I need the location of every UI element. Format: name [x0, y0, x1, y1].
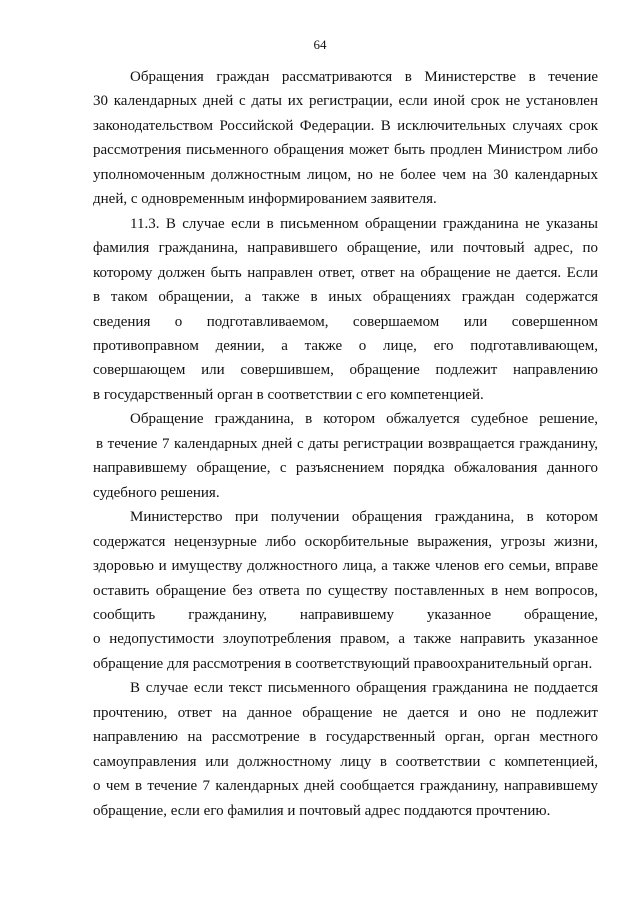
text-line: 30 календарных дней с даты их регистрации, если иной срок не установлен [93, 93, 598, 110]
text-line: уполномоченным должностным лицом, но не более чем на 30 календарных [93, 166, 598, 183]
text-line: о недопустимости злоупотребления правом, а также направить указанное [93, 631, 598, 648]
paragraph-5 [93, 676, 598, 823]
page-number: 64 [313, 37, 327, 52]
text-line: оставить обращение без ответа по существу поставленных в нем вопросов, [93, 582, 598, 599]
text-line: рассмотрения письменного обращения может быть продлен Министром либо [93, 142, 598, 159]
text-line: в таком обращении, а также в иных обращениях граждан содержатся [93, 289, 598, 306]
text-line: Обращение гражданина, в котором обжалуется судебное решение, [130, 411, 598, 428]
text-line: обращение для рассмотрения в соответствующий правоохранительный орган. [93, 655, 593, 672]
text-line: направившему обращение, с разъяснением порядка обжалования данного [93, 460, 598, 477]
text-line: дней, с одновременным информированием заявителя. [93, 191, 437, 208]
paragraph-1 [93, 65, 598, 212]
text-line: которому должен быть направлен ответ, ответ на обращение не дается. Если [93, 264, 598, 281]
text-line: обращение, если его фамилия и почтовый адрес поддаются прочтению. [93, 802, 551, 819]
text-line: фамилия гражданина, направившего обращение, или почтовый адрес, по [93, 240, 598, 257]
text-line: сведения о подготавливаемом, совершаемом или совершенном [93, 313, 598, 330]
text-line: законодательством Российской Федерации. В исключительных случаях срок [93, 117, 598, 134]
paragraph-4 [93, 505, 598, 676]
text-line: противоправном деянии, а также о лице, его подготавливающем, [93, 337, 598, 354]
text-line: 11.3. В случае если в письменном обращении гражданина не указаны [130, 215, 598, 232]
text-line: Обращения граждан рассматриваются в Министерстве в течение [130, 69, 598, 85]
text-line: судебного решения. [93, 484, 220, 501]
text-line: содержатся нецензурные либо оскорбительные выражения, угрозы жизни, [93, 533, 598, 550]
text-line: самоуправления или должностному лицу в соответствии с компетенцией, [93, 753, 598, 770]
text-line: В случае если текст письменного обращения гражданина не поддается [130, 680, 598, 697]
text-line: здоровью и имуществу должностного лица, а также членов его семьи, вправе [93, 558, 598, 575]
document-body [93, 65, 598, 823]
text-line: о чем в течение 7 календарных дней сообщается гражданину, направившему [93, 778, 598, 795]
text-line: прочтению, ответ на данное обращение не дается и оно не подлежит [93, 704, 598, 721]
text-line: совершающем или совершившем, обращение подлежит направлению [93, 362, 598, 379]
text-line: Министерство при получении обращения гражданина, в котором [130, 509, 598, 526]
paragraph-3 [93, 407, 598, 505]
paragraph-2 [93, 212, 598, 408]
text-line: в течение 7 календарных дней с даты регистрации возвращается гражданину, [96, 435, 598, 452]
text-line: в государственный орган в соответствии с его компетенцией. [93, 386, 484, 403]
text-line: сообщить гражданину, направившему указанное обращение, [93, 606, 598, 623]
text-line: направлению на рассмотрение в государственный орган, орган местного [93, 729, 598, 746]
